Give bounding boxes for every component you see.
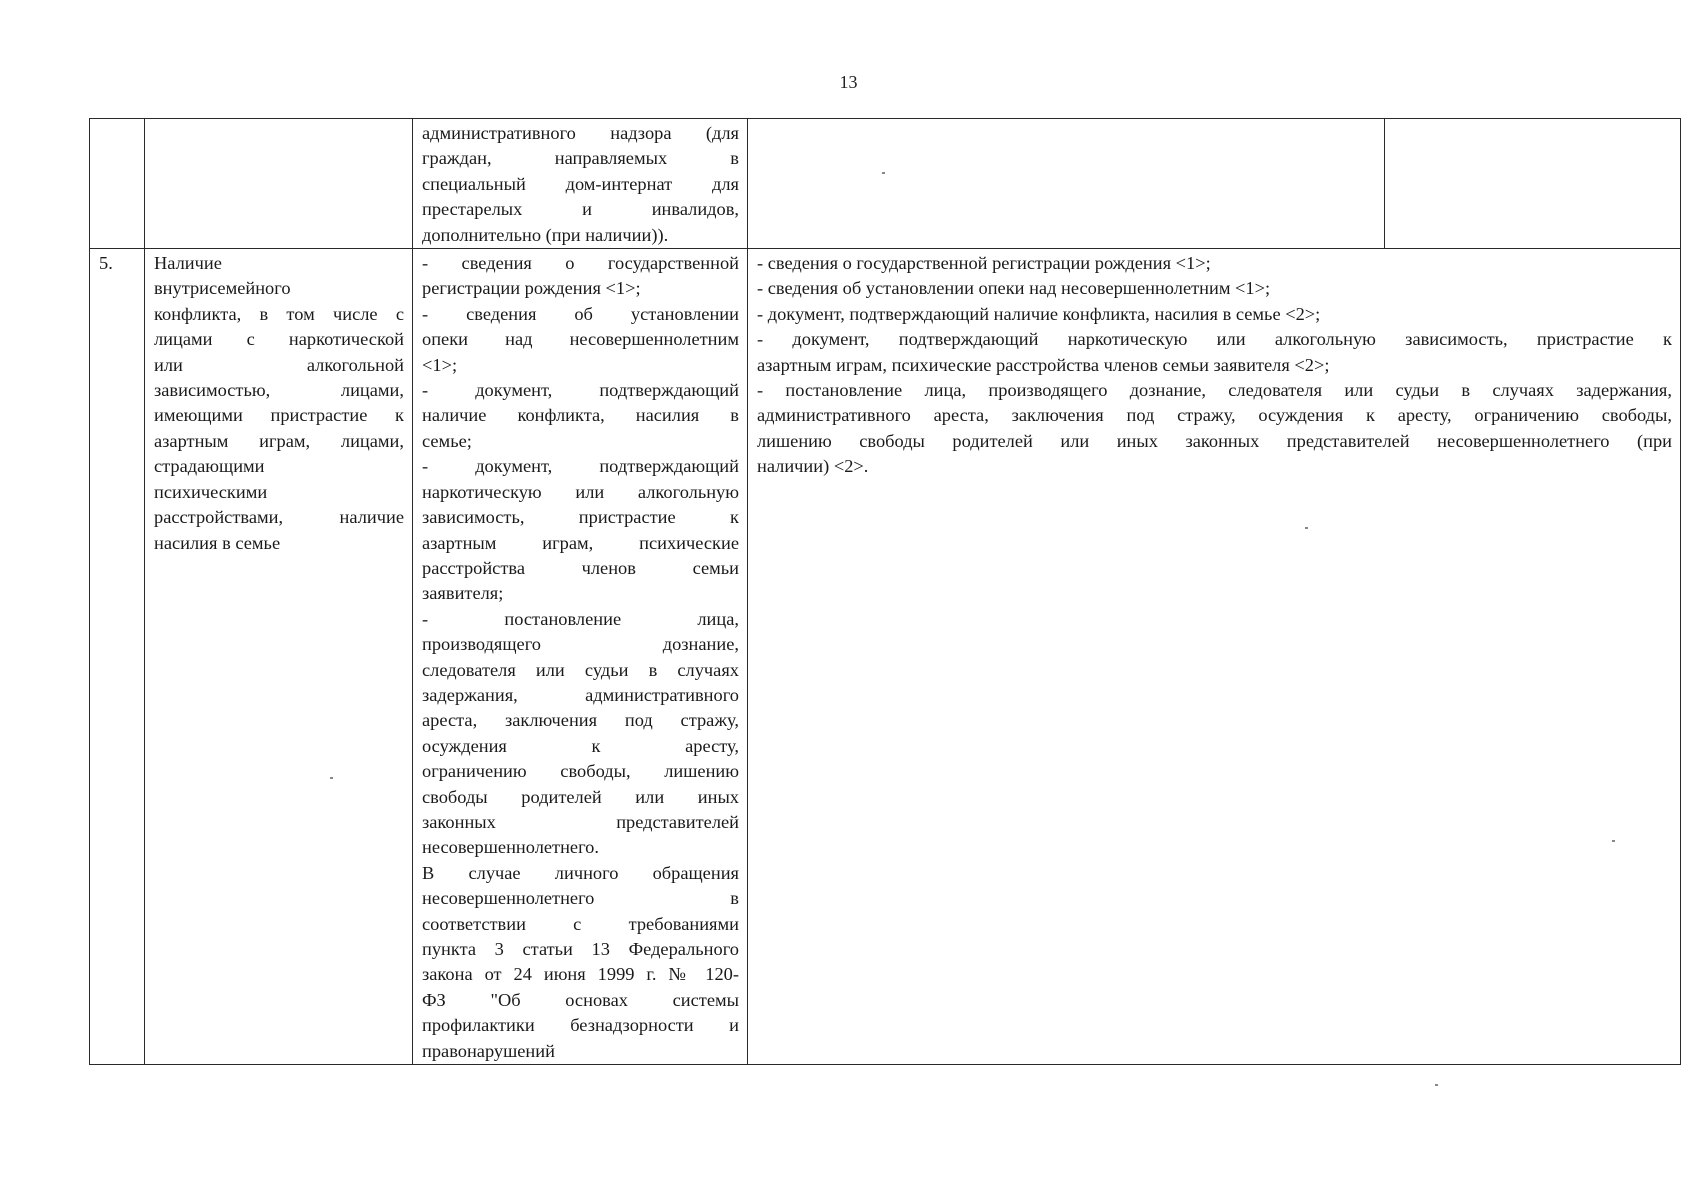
text-line: азартным играм, психические: [422, 532, 739, 553]
text-line: лицами с наркотической: [154, 329, 404, 350]
text-line: - документ, подтверждающий наркотическую или алкогольную зависимость, пристрастие к: [757, 329, 1672, 350]
text-line: правонарушений: [422, 1040, 555, 1061]
text-line: - документ, подтверждающий: [422, 380, 739, 401]
text-line: граждан, направляемых в: [422, 148, 739, 169]
text-line: психическими: [154, 481, 268, 502]
text-line: семье;: [422, 430, 472, 451]
cell-number-empty: [90, 119, 145, 249]
text-line: имеющими пристрастие к: [154, 405, 404, 426]
text-line: административного ареста, заключения под стражу, осуждения к аресту, ограничению свободы,: [757, 405, 1672, 426]
text-line: осуждения к аресту,: [422, 735, 739, 756]
text-line: наркотическую или алкогольную: [422, 481, 739, 502]
text-line: опеки над несовершеннолетним: [422, 329, 739, 350]
text-line: расстройствами, наличие: [154, 507, 404, 528]
text-line: - сведения о государственной: [422, 253, 739, 274]
text-line: пункта 3 статьи 13 Федерального: [422, 939, 739, 959]
cell-documents: [413, 249, 748, 1065]
scan-speck: [330, 777, 333, 779]
page-number: 13: [839, 72, 858, 92]
text-line: задержания, административного: [422, 684, 739, 705]
text-line: ареста, заключения под стражу,: [422, 710, 739, 731]
cell-documents-continuation: [413, 119, 748, 249]
scan-speck: [1612, 840, 1615, 842]
text-line: лишению свободы родителей или иных законных представителей несовершеннолетнего (при: [757, 430, 1672, 451]
documents-table: [89, 118, 1681, 1065]
text-line: азартным играм, психические расстройства членов семьи заявителя <2>;: [757, 354, 1330, 375]
cell-condition: [145, 249, 413, 1065]
text-line: несовершеннолетнего.: [422, 837, 599, 858]
text-line: - документ, подтверждающий: [422, 456, 739, 477]
text-line: дополнительно (при наличии)).: [422, 224, 669, 245]
text-line: производящего дознание,: [422, 634, 739, 655]
text-line: регистрации рождения <1>;: [422, 278, 641, 299]
text-line: наличие конфликта, насилия в: [422, 405, 739, 426]
text-line: административного надзора (для: [422, 123, 739, 143]
text-line: зависимость, пристрастие к: [422, 507, 739, 528]
text-line: - сведения об установлении опеки над несовершеннолетним <1>;: [757, 278, 1271, 299]
text-line: ограничению свободы, лишению: [422, 761, 739, 782]
scan-speck: [882, 172, 885, 174]
cell-interagency-empty: [748, 119, 1385, 249]
text-line: страдающими: [154, 456, 265, 477]
text-line: специальный дом-интернат для: [422, 173, 739, 194]
text-line: или алкогольной: [154, 354, 404, 375]
text-line: несовершеннолетнего в: [422, 888, 739, 909]
table-row-continuation: [90, 119, 1681, 249]
text-line: следователя или судьи в случаях: [422, 659, 739, 680]
text-line: - сведения о государственной регистрации рождения <1>;: [757, 253, 1211, 274]
scan-speck: [1435, 1084, 1438, 1086]
text-line: расстройства членов семьи: [422, 557, 739, 578]
text-line: В случае личного обращения: [422, 862, 739, 883]
cell-row-number: 5.: [90, 249, 145, 1065]
cell-interagency-documents: [748, 249, 1681, 1065]
text-line: конфликта, в том числе с: [154, 303, 404, 324]
text-line: зависимостью, лицами,: [154, 380, 404, 401]
table-row-5: [90, 249, 1681, 1065]
text-line: - документ, подтверждающий наличие конфликта, насилия в семье <2>;: [757, 303, 1321, 324]
text-line: внутрисемейного: [154, 278, 291, 299]
cell-extra-empty: [1385, 119, 1681, 249]
text-line: - сведения об установлении: [422, 303, 739, 324]
text-line: свободы родителей или иных: [422, 786, 739, 807]
text-line: - постановление лица, производящего дознание, следователя или судьи в случаях задержания,: [757, 380, 1672, 401]
text-line: наличии) <2>.: [757, 456, 869, 477]
text-line: насилия в семье: [154, 532, 281, 553]
text-line: <1>;: [422, 354, 458, 375]
text-line: соответствии с требованиями: [422, 913, 739, 934]
cell-condition-empty: [145, 119, 413, 249]
text-line: азартным играм, лицами,: [154, 430, 404, 451]
text-line: - постановление лица,: [422, 608, 739, 629]
scan-speck: [1305, 527, 1308, 529]
text-line: закона от 24 июня 1999 г. № 120-: [422, 964, 739, 985]
text-line: ФЗ "Об основах системы: [422, 989, 739, 1010]
text-line: профилактики безнадзорности и: [422, 1015, 739, 1036]
text-line: законных представителей: [422, 811, 739, 832]
text-line: заявителя;: [422, 583, 504, 604]
text-line: Наличие: [154, 253, 222, 274]
text-line: престарелых и инвалидов,: [422, 199, 739, 220]
